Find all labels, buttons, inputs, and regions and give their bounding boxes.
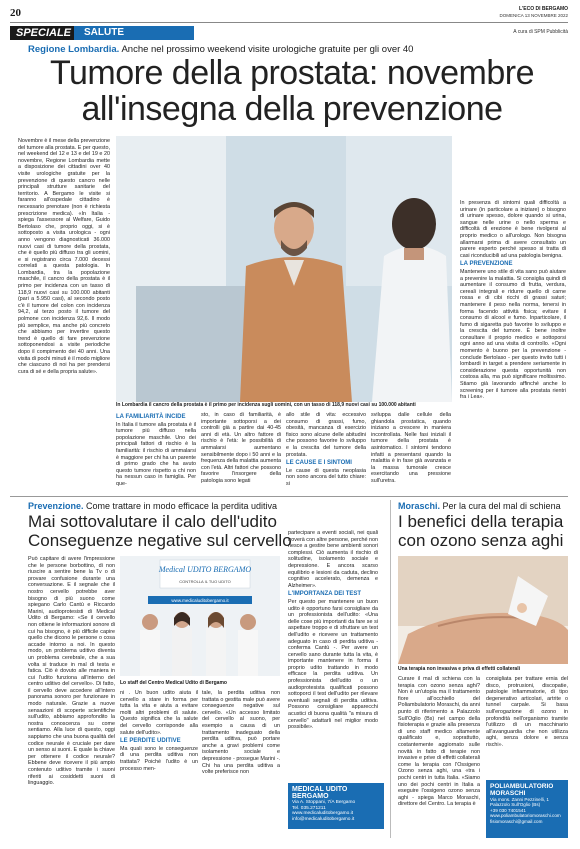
moraschi-box-phone: +39 030 7401541 bbox=[490, 807, 526, 813]
article3-col2-text: consigliata per trattare ernia del disco, protrusioni, discopatie, patologie infiammatorie, di tipo degenerativo articolari, artrite o tunnel carpale. Si basa sull'erogazione di ozono in profondità nell'organismo tramite l'utilizzo di un macchinario all'avanguardia che non utilizza aghi, senza dolore e senza rischi». bbox=[486, 676, 568, 748]
paper-date: DOMENICA 13 NOVEMBRE 2022 bbox=[499, 13, 568, 18]
back-therapy-illustration bbox=[398, 556, 568, 664]
article2-col3-text: tale, la perdita uditiva non trattata o gestita male può avere conseguenze negative sul cervello. «Un accesso limitato del cervello al suono, per esempio a causa di un trattamento inadeguato della perdita uditiva, può portare anche a gravi problemi come isolamento sociale e depressione - prosegue Marini -. Chi ha una perdita uditiva a volte preferisce non bbox=[202, 690, 280, 776]
main-bottom-columns bbox=[116, 412, 452, 492]
main-col5 bbox=[371, 412, 451, 486]
main-col2-text: In Italia il tumore alla prostata è il tumore più diffuso nella popolazione maschile. Uno dei principali fattori di rischio è la familiarità: il rischio di ammalarsi è maggiore per chi ha un parente di primo grado che ha avuto questo tumore rispetto a chi non ha nessun caso in famiglia. Per que- bbox=[116, 421, 196, 487]
main-col4b-text: Le cause di questa neoplasia non sono ancora del tutto chiare: si bbox=[286, 467, 366, 487]
main-photo-caption: In Lombardia il cancro della prostata è il primo per incidenza sugli uomini, con un tasso di 118,9 nuovi casi su 100.000 abitanti bbox=[116, 402, 416, 408]
moraschi-box-city: Palazzolo Sull'Oglio (Bs) bbox=[490, 802, 541, 808]
section-tag: SPECIALE bbox=[10, 26, 74, 40]
article3-kicker-bold: Moraschi. bbox=[398, 501, 441, 511]
article3-col2 bbox=[486, 676, 568, 750]
column-rule bbox=[390, 500, 391, 838]
article2-col1-text: Può capitare di avere l'impressione che le persone borbottino, di non riuscire a sentire bene la Tv o di provare confusione durante una conversazione. E il segnale che il nostro cervello potrebbe aver bisogno di più suono come spiegano Carlo Cantù e Riccardo Marini, audioprotesisti di Medical Udito di Bergamo: «Se il cervello non ottiene le informazioni sonore di cui ha bisogno, è più difficile capire quello che dicono le persone o cosa accade intorno a noi. In questo modo, un problema uditivo diventa un problema cerebrale, che a sua volta si traduce in mal di testa e fatica. Ciò è dovuto alle maniera in cui l'udito funziona all'interno del centro uditivo del cervello». Di fatto, il cervello deve accedere all'intero panorama sonoro per funzionare in modo naturale. Grazie a nuove sensazioni di scoperte scientifiche sull'udito, abbiamo approfondito la nostra conoscenza su come sentiamo. Alla luce di questo, oggi sappiamo che una buona qualità del codice neurale è cruciale per dare un senso ai suoni. E quale la chiave per ottenere il codice neurale? Ebbene deve ricevere il più ampio contenuto uditivo tramite i suoni riferiti ai cosiddetti suoni di linguaggio. bbox=[28, 556, 115, 787]
subhead-perdite: LE PERDITE UDITIVE bbox=[120, 738, 181, 745]
section-bar bbox=[10, 26, 568, 40]
article2-col4 bbox=[288, 530, 378, 732]
subhead-prevenzione: LA PREVENZIONE bbox=[460, 261, 513, 268]
main-headline: Tumore della prostata: novembre all'insegna della prevenzione bbox=[49, 54, 535, 128]
medical-box-website[interactable]: www.medicaluditobergamo.it bbox=[292, 811, 354, 817]
moraschi-box-address: Via mons. Zanni Pezzinelli, 1 bbox=[490, 797, 549, 802]
subhead-familiarita: LA FAMILIARITÀ INCIDE bbox=[116, 414, 186, 420]
article2-kicker bbox=[28, 501, 408, 511]
main-col4 bbox=[286, 412, 366, 489]
subsection-tag: SALUTE bbox=[74, 26, 194, 40]
main-right-text: In presenza di sintomi quali difficoltà a urinare (in particolare a iniziare) o bisogno di urinare spesso, dolore quando si urina, sangue nelle urine o nello sperma e difficoltà di erezione è bene rivolgersi al proprio medico o all'urologo. Non bisogna allarmarsi prima di avere consultato un parere esperto perché spesso si tratta di casi riconducibili ad una patologia benigna. bbox=[460, 200, 566, 259]
photo-brand-text: Medical UDITO BERGAMO bbox=[158, 565, 252, 574]
top-rule bbox=[10, 22, 568, 23]
moraschi-box-website[interactable]: www.poliambulatoriomoraschi.com bbox=[490, 813, 561, 819]
article3-kicker-rest: Per la cura del mal di schiena bbox=[440, 501, 561, 511]
photo-tagline-text: CONTROLLA IL TUO UDITO bbox=[179, 579, 231, 584]
article2-col2 bbox=[120, 690, 198, 773]
paper-name: L'ECO DI BERGAMO bbox=[519, 6, 568, 12]
page-number: 20 bbox=[10, 7, 21, 19]
main-kicker-bold: Regione Lombardia. bbox=[28, 44, 120, 55]
staff-photo-illustration bbox=[120, 556, 280, 676]
article2-col1 bbox=[28, 556, 115, 788]
subhead-cause: LE CAUSE E I SINTOMI bbox=[286, 460, 352, 467]
article3-photo bbox=[398, 556, 568, 664]
main-column-right bbox=[460, 200, 566, 402]
main-kicker-rest: Anche nel prossimo weekend visite urologiche gratuite per gli over 40 bbox=[119, 44, 414, 55]
photo-url-text: www.medicaluditobergamo.it bbox=[171, 598, 229, 603]
medical-box-phone: Tel. 035.271211 bbox=[292, 805, 326, 811]
medical-box-title: MEDICAL UDITO BERGAMO bbox=[292, 786, 348, 800]
article2-col2-text: ni . Un buon udito aiuta il cervello a stare in forma per tutta la vita e aiuta a evitare molti altri problemi di salute. Questo significa che la salute del cervello corrisponde alla salute dell'udito». bbox=[120, 690, 198, 736]
subhead-test: L'IMPORTANZA DEI TEST bbox=[288, 591, 362, 598]
article2-kicker-bold: Prevenzione. bbox=[28, 501, 84, 511]
article3-kicker bbox=[398, 501, 570, 511]
main-col3-text: sto, in caso di familiarità, è importante sottoporsi a dei controlli già a partire dai 40-45 anni di età. Un altro fattore di rischio è l'età: le possibilità di ammalarsi aumentano sensibilmente dopo i 50 anni e la frequenza della malattia aumenta con l'età. Altri fattori che possono favorire l'insorgere della patologia sono legati bbox=[201, 412, 281, 484]
main-column-1 bbox=[18, 138, 110, 376]
medical-udito-contact-box bbox=[288, 783, 384, 829]
moraschi-box-title: POLIAMBULATORIO MORASCHI bbox=[490, 783, 554, 797]
main-col5-text: sviluppa dalle cellule della ghiandola prostatica, quando iniziano a crescere in maniera incontrollata. Nelle fasi iniziali il tumore della prostata è asintomatico. I sintomi tendono infatti a presentarsi quando la malattia è in fase già avanzata e la massa tumorale cresce esercitando una pressione sull'uretra. bbox=[371, 412, 451, 484]
moraschi-contact-box bbox=[486, 780, 568, 838]
doctor-patient-illustration bbox=[116, 136, 452, 402]
article2-photo bbox=[120, 556, 280, 676]
main-right-b-text: Mantenere uno stile di vita sano può aiutare a prevenire la malattia. Si consiglia quindi di aumentare il consumo di frutta, verdura, cereali integrali e ridurre quello di carne rossa e di cibi ricchi di grassi saturi; mantenere il peso nella norma, tenersi in forma facendo attività fisica; evitare il consumo di alcool e fumo. Inparticolare, il fumo di sigaretta può favorire lo sviluppo e la crescita del tumore. È bene inoltre consultare il proprio medico e sottoporsi ogni anno ad una visita di controllo. «Ogni momento è buono per la prevenzione - conclude Bertolaso - per questo invito tutti i lombardi in target a prendere seriamente in considerazione questa opportunità non costosa alla, ma può significare moltissimo. Stiamo già lavorando affinché anche lo screening per il tumore alla prostata rientri fra i Lea». bbox=[460, 268, 566, 401]
main-col3 bbox=[201, 412, 281, 486]
section-divider bbox=[10, 496, 568, 497]
article3-headline: I benefici della terapia con ozono senza aghi bbox=[398, 512, 564, 550]
article2-col2b-text: Ma quali sono le conseguenze di una perdita uditiva non trattata? Poiché l'udito è un processo men- bbox=[120, 745, 198, 772]
article3-col1-text: Curare il mal di schiena con la terapia con ozono senza aghi? Non è un'utopia ma il trattamento fiore all'occhiello del Poliambulatorio Moraschi, da anni punto di riferimento a Palazzolo Sull'Oglio (Bs) nel campo della fisioterapia e grazie alla presenza di uno staff medico altamente qualificato e, soprattutto, costantemente aggiornato sulle novità in fatto di terapie non invasive e prive di effetti collaterali come la terapia con l'Ossigeno Ozono senza aghi, una «tra i pochi centri in tutta Italia. «Siamo uno dei pochi centri in Italia a eseguire l'ossigeno ozono senza aghi - spiega Marco Moraschi, direttore del Centro. La terapia è bbox=[398, 676, 480, 808]
article2-col4-text: partecipare a eventi sociali, nei quali troverà con altre persone, perché non riesce a gestire bene ambienti sonori complessi. Ciò aumenta il rischio di solitudine, isolamento sociale e depressione. E ancora scarso equilibrio e lesioni da caduta, declino cognitivo accelerato, demenza e Alzheimer». bbox=[288, 530, 378, 589]
main-col1-text: Novembre è il mese della prevenzione del tumore alla prostata. E per questo, nel weekend del 12 e 13 e del 19 e 20 novembre, Regione Lombardia mette a disposizione dei cittadini over 40 visite urologiche gratuite per la prevenzione di questo cancro nelle principali strutture sanitarie del territorio. A Bergamo le visite si faranno all'ospedale cittadino è necessario prenotare (non è richiesta prescrizione medica). «In Italia - spiega l'assessore al Welfare, Guido Bertolaso che, proprio oggi, si è sottoposto a visita urologica - ogni anno vengono diagnosticati 36.000 nuovi casi di tumore della prostata, che è quello più diffuso tra gli uomini, e si registrano circa 7.000 decessi correlati a questa patologia. In Lombardia, tra la popolazione maschile, il cancro della prostata è il primo per incidenza con un tasso di 118,9 nuovi casi su 100.000 abitanti (pari a 5.950 casi), al secondo posto c'è il tumore del colon con incidenza 94,2, al terzo posto il tumore del polmone con incidenza 92,6. Il modo più semplice, ma anche più concreto che abbiamo per invertire questo trend è quello di fare prevenzione sottoponendosi a visite periodiche dopo il compimento dei 40 anni. Una visita di pochi minuti è il modo migliore che ciascuno di noi ha per prendersi cura di sé e della propria salute». bbox=[18, 138, 110, 375]
article2-photo-caption: Lo staff del Centro Medical Udito di Bergamo bbox=[120, 680, 227, 686]
main-col4-text: allo stile di vita: eccessivo consumo di grassi, fumo, obesità, mancanza di esercizio fisico sono alcune delle abitudini che possono favorire lo sviluppo e la crescita del tumore della prostata. bbox=[286, 412, 366, 458]
article2-col4b-text: Per questo per mantenere un buon udito è opportuno farsi consigliare da un professionista dell'udito: «Una delle cose più importanti da fare se si aspettare troppo e di sfruttare un test dell'udito e ricevere un trattamento adeguato in caso di perdita uditiva - conferma Cantù -. Per avere un cervello sano durante tutta la vita, è importante mantenere in forma il proprio udito trattando in modo efficace la perdita uditiva. Un professionista dell'udito o un audioprotesista qualificati possono sottoporci il test dell'udito per rilevare eventuali segnali di perdita uditiva. Possono consigliare apparecchi acustici di buona qualità "a misura di cervello" adattarli nel miglior modo possibile». bbox=[288, 598, 378, 731]
medical-box-address: Via A. Stoppani, 7/A Bergamo bbox=[292, 800, 356, 805]
article2-col3 bbox=[202, 690, 280, 777]
article2-kicker-rest: Come trattare in modo efficace la perdita uditiva bbox=[83, 501, 277, 511]
medical-box-email[interactable]: info@medicaluditobergamo.it bbox=[292, 816, 355, 822]
article3-photo-caption: Una terapia non invasiva e priva di effetti collaterali bbox=[398, 666, 520, 672]
curated-by: A cura di SPM Pubblicità bbox=[513, 29, 568, 35]
article2-headline: Mai sottovalutare il calo dell'udito Conseguenze negative sul cervello bbox=[28, 512, 292, 550]
main-col2 bbox=[116, 412, 196, 489]
moraschi-box-email[interactable]: fisiomoraschi@gmail.com bbox=[490, 818, 543, 824]
article3-col1 bbox=[398, 676, 480, 809]
main-photo bbox=[116, 136, 452, 402]
